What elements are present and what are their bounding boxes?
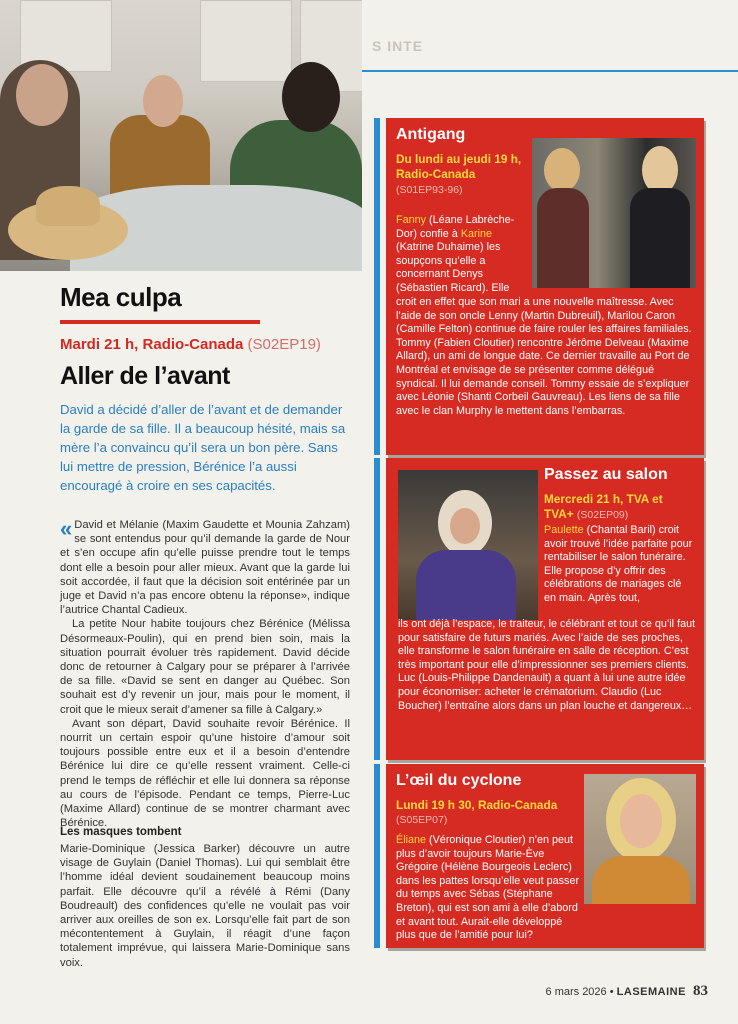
card-passez-au-salon [386,458,704,760]
card-antigang [386,118,704,455]
card-title: Antigang [396,126,466,143]
card-oeil-du-cyclone [386,764,704,948]
card-schedule: Lundi 19 h 30, Radio-Canada [396,798,558,812]
card-text-full: ils ont déjà l’espace, le traiteur, le célébrant et tout ce qu’il faut pour satisfaire de futurs mariés. Avec l’aide de ses proches, elle transforme le salon funéraire en salle de réception. C’est très important pour elle d’impressionner ses premiers clients. Luc (Louis-Philippe Dandenault) a quant à lui une autre idée pour économiser: acheter le crématorium. Claudio (Luc Boucher) l’entraîne alors dans un plan louche et dangereux… [398,618,696,712]
card-schedule: Du lundi au jeudi 19 h, Radio-Canada [396,152,522,181]
page-number: 83 [693,983,708,999]
open-quote-mark: « [60,516,73,541]
schedule-line [60,336,321,353]
episode-code: (S02EP19) [247,336,321,353]
paragraph-4: Marie-Dominique (Jessica Barker) découvre un autre visage de Guylain (Daniel Thomas). Lui qui semblait être l’homme idéal devient soudainement beaucoup moins parfait. Elle découvre qu’il a révélé à Rémi (Dany Boudreault) des confidences qu’elle ne voulait pas voir arriver aux oreilles de son ex. Lorsqu’elle fait part de son mécontentement à Guylain, il réagit d’une façon totalement imprévue, qui laissera Marie-Dominique sans voix. [60,843,350,969]
card-text-narrow: Fanny (Léane Labrèche-Dor) confie à Karine (Katrine Duhaime) les soupçons qu’elle a concernant Denys (Sébastien Ricard). Elle [396,214,515,294]
card-photo [584,774,696,904]
show-title: Mea culpa [60,282,182,312]
card-title: L’œil du cyclone [396,772,522,789]
section-divider [362,70,738,72]
card-text-narrow: Paulette (Chantal Baril) croit avoir trouvé l’idée parfaite pour rentabiliser le salon funéraire. Elle propose d’y offrir des célébrations de mariages clé en main. Après tout, [544,524,693,604]
section-heading: Les masques tombent [60,826,182,838]
card-photo [398,470,538,620]
article-body [60,518,350,830]
schedule: Mardi 21 h, Radio-Canada [60,336,244,353]
magazine-brand: LASEMAINE [616,986,686,998]
faded-section-heading: S INTE [372,38,424,54]
card-episode: (S01EP93-96) [396,184,463,196]
article-lede: David a décidé d’aller de l’avant et de demander la garde de sa fille. Il a beaucoup hésité, mais sa mère l’a convaincu qu’il sera un bon père. Sans lui mettre de pression, Bérénice l’a aussi encouragé à croire en ses capacités. [60,402,346,493]
article-headline: Aller de l’avant [60,362,230,390]
card-text-full: croit en effet que son mari a une nouvelle maîtresse. Avec l’aide de son oncle Lenny (Martin Dubreuil), Marilou Caron (Camille Felton) continue de faire rouler les affaires familiales. Tommy (Fabien Cloutier) rencontre Jérôme Delveau (Maxime Allard), un ami de longue date. Ce dernier travaille au Port de Montréal et envisage de se présenter comme délégué syndical. Il lui demande conseil. Tommy essaie de s’expliquer avec Léonie (Shanti Corbeil Gauvreau). Les liens de sa fille avec le clan Murphy le mettent dans l’embarras. [396,296,692,417]
paragraph-2: La petite Nour habite toujours chez Bérénice (Mélissa Désormeaux-Poulin), qui en prend bien soin, mais la situation pourrait évoluer très rapidement. David décide donc de retourner à Calgary pour se préparer à l’arrivée de sa fille. «David se sent en danger au Québec. Son souhait est d’y revenir un jour, mais pour le moment, il croit que le mieux serait d’amener sa fille à Calgary.» [60,618,350,716]
card-text: Éliane (Véronique Cloutier) n’en peut plus d’avoir toujours Marie-Ève Grégoire (Hélène Bourgeois Leclerc) dans les pattes lorsqu’elle veut passer du temps avec Sébas (Stéphane Breton), qui est son ami à elle d’abord et avant tout. Aurait-elle développé plus que de l’amitié pour lui? [396,834,580,942]
card-episode: (S05EP07) [396,814,448,826]
episode-photo-mea-culpa [0,0,362,271]
title-underline [60,320,260,324]
paragraph-3: Avant son départ, David souhaite revoir Bérénice. Il nourrit un certain espoir qu’une histoire d’amour soit toujours possible entre eux et il a besoin d’entendre Bérénice lui dire ce qu’elle ressent vraiment. Celle-ci prend le temps de réfléchir et elle lui donnera sa réponse au cours de l’épisode. Pendant ce temps, Pierre-Luc (Maxime Allard) continue de se montrer charmant avec Bérénice. [60,717,350,830]
card-schedule: Mercredi 21 h, TVA et TVA+ (S02EP09) [544,492,663,521]
card-title: Passez au salon [544,466,668,483]
paragraph-1: « David et Mélanie (Maxim Gaudette et Mounia Zahzam) se sont entendus pour qu’il demande la garde de Nour et s’en occupe afin qu’elle puisse prendre tout le temps dont elle a besoin pour aller mieux. Avant que la garde lui soit accordée, il faut que la décision soit entérinée par un juge et David n’a pas encore obtenu la réponse», indique l’autrice Chantal Cadieux. [60,516,350,617]
issue-date: 6 mars 2026 [545,986,607,998]
footer-bullet: • [609,986,614,998]
page-footer [546,983,708,1000]
article-body-2 [60,842,350,970]
card-photo [532,138,696,288]
